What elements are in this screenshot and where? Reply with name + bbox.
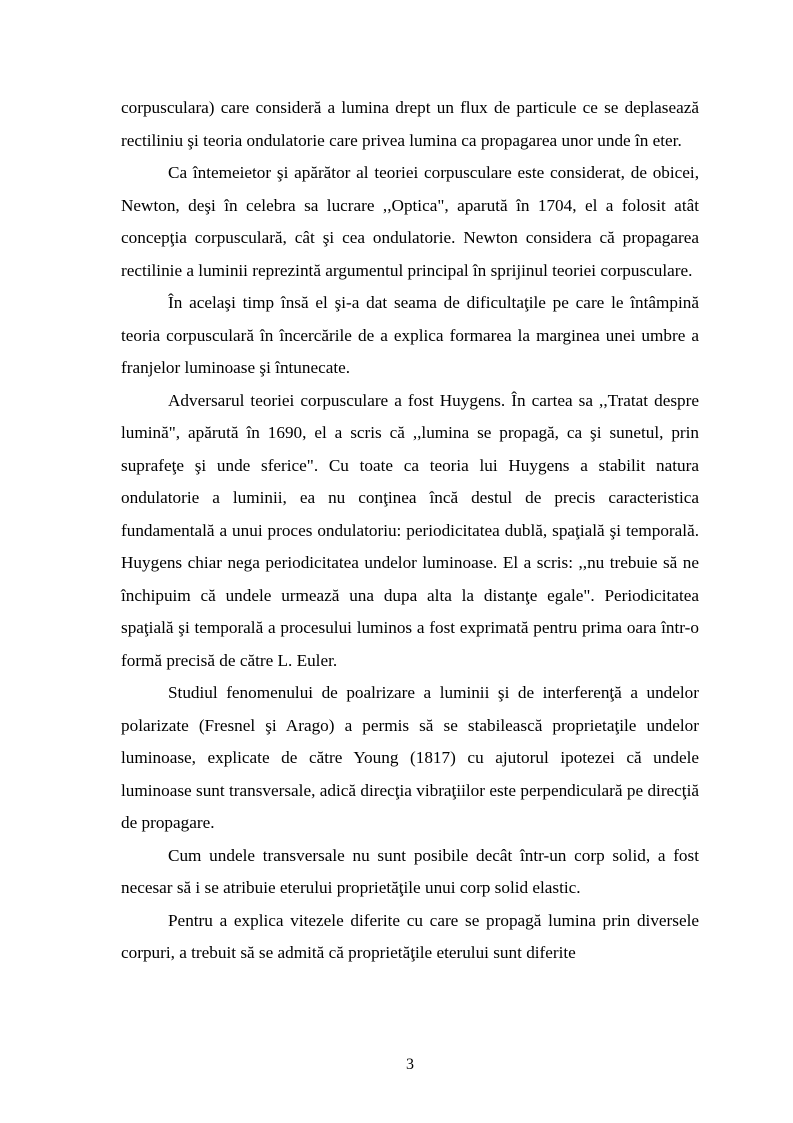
paragraph-transverse-waves: Cum undele transversale nu sunt posibile decât într-un corp solid, a fost necesar să i se atribuie eterului proprietăţile unui corp solid elastic. [121, 845, 699, 897]
paragraph-difficulties: În acelaşi timp însă el şi-a dat seama de dificultaţile pe care le întâmpină teoria corpusculară în încercările de a explica formarea la marginea unei umbre a franjelor luminoase şi întunecate. [121, 293, 699, 377]
paragraph-ether-speeds: Pentru a explica vitezele diferite cu care se propagă lumina prin diversele corpuri, a trebuit să se admită că proprietăţile eterului sunt diferite [121, 910, 699, 962]
page-number: 3 [406, 1056, 414, 1073]
paragraph-polarization: Studiul fenomenului de poalrizare a luminii şi de interferenţă a undelor polarizate (Fresnel şi Arago) a permis să se stabilească proprietaţile undelor luminoase, explicate de către Young (1817) cu ajutorul ipotezei că undele luminoase sunt transversale, adică direcţia vibraţiilor este perpendiculară pe direcţiă de propagare. [121, 683, 699, 832]
paragraph-continued: corpusculara) care consideră a lumina drept un flux de particule ce se deplasează rectiliniu şi teoria ondulatorie care privea lumina ca propagarea unor unde în eter. [121, 98, 699, 150]
paragraph-huygens: Adversarul teoriei corpusculare a fost Huygens. În cartea sa ,,Tratat despre lumină", apărută în 1690, el a scris că ,,lumina se propagă, ca şi sunetul, prin suprafeţe şi unde sferice". Cu toate ca teoria lui Huygens a stabilit natura ondulatorie a luminii, ea nu conţinea încă destul de precis caracteristica fundamentală a unui proces ondulatoriu: periodicitatea dublă, spaţială şi temporală. Huygens chiar nega periodicitatea undelor luminoase. El a scris: ,,nu trebuie să ne închipuim că undele urmează una dupa alta la distanţe egale". Periodicitatea spaţială şi temporală a procesului luminos a fost exprimată pentru prima oara într-o formă precisă de către L. Euler. [121, 390, 699, 670]
body-text [121, 92, 699, 970]
paragraph-newton: Ca întemeietor şi apărător al teoriei corpusculare este considerat, de obicei, Newton, deşi în celebra sa lucrare ,,Optica", aparută în 1704, el a folosit atât concepţia corpusculară, cât şi cea ondulatorie. Newton considera că propagarea rectilinie a luminii reprezintă argumentul principal în sprijinul teoriei corpusculare. [121, 163, 699, 280]
